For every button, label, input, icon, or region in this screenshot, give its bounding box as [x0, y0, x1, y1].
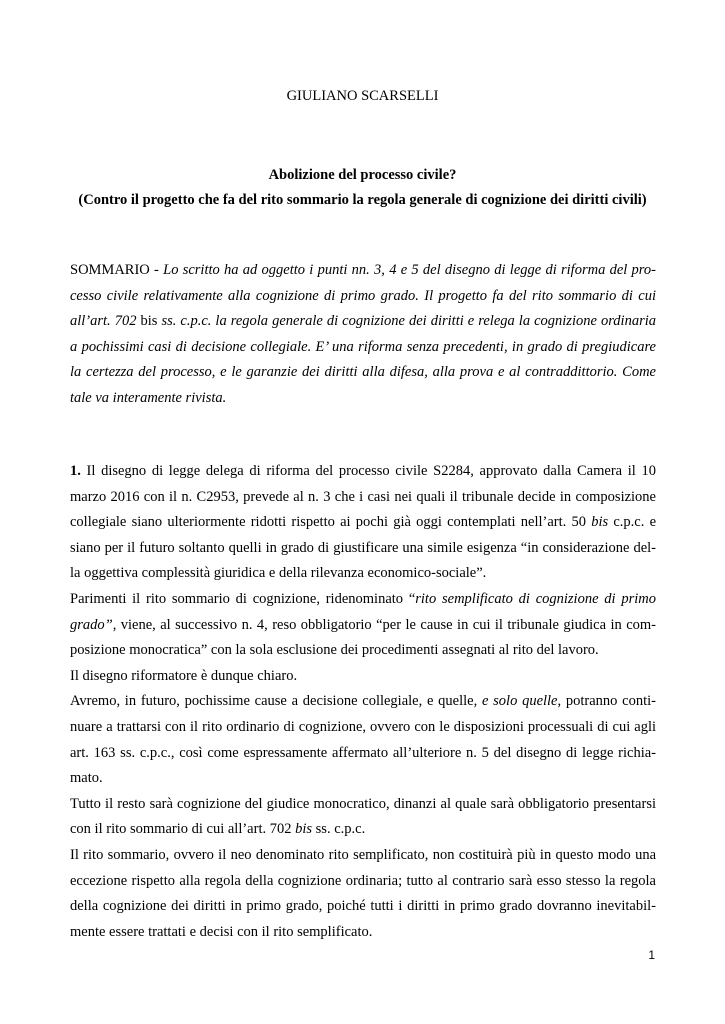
summary-line: SOMMARIO - Lo scritto ha ad oggetto i punti nn. 3, 4 e 5 del disegno di legge di riforma del pro- [70, 262, 656, 278]
paragraph-4-line: mato. [70, 770, 103, 787]
summary-abstract [70, 258, 656, 412]
paragraph-1-line: collegiale siano ulteriormente ridotti rispetto ai pochi già oggi contemplati nell’art. 50 bis c.p.c. e [70, 514, 657, 531]
body-text [70, 459, 656, 945]
summary-line: tale va interamente rivista. [70, 389, 227, 406]
paragraph-6-line: mente essere trattati e decisi con il rito semplificato. [70, 923, 373, 940]
summary-label: SOMMARIO - [70, 262, 164, 278]
author-name: GIULIANO SCARSELLI [286, 88, 439, 104]
paragraph-6-line: eccezione rispetto alla regola della cognizione ordinaria; tutto al contrario sarà esso stesso la regola [70, 872, 656, 889]
title-line-1: Abolizione del processo civile? [268, 167, 457, 183]
paragraph-2-line: grado”, viene, al successivo n. 4, reso obbligatorio “per le cause in cui il tribunale giudica in com- [70, 616, 656, 633]
paragraph-2-line: Parimenti il rito sommario di cognizione, ridenominato “rito semplificato di cognizione di primo [70, 590, 656, 607]
paragraph-4-line: art. 163 ss. c.p.c., così come espressamente affermato all’ulteriore n. 5 del disegno di legge richia- [70, 744, 656, 761]
paragraph-1-line: siano per il futuro soltanto quelli in grado di giustificare una simile esigenza “in considerazione del- [70, 539, 656, 556]
summary-line: all’art. 702 bis ss. c.p.c. la regola generale di cognizione dei diritti e relega la cognizione ordinaria [70, 313, 656, 330]
paragraph-1-line: marzo 2016 con il n. C2953, prevede al n. 3 che i casi nei quali il tribunale decide in composizione [70, 488, 656, 505]
paragraph-4-line: Avremo, in futuro, pochissime cause a decisione collegiale, e quelle, e solo quelle, potranno conti- [70, 693, 656, 710]
paragraph-1-line: 1. Il disegno di legge delega di riforma del processo civile S2284, approvato dalla Camera il 10 [70, 463, 656, 479]
paragraph-6-line: Il rito sommario, ovvero il neo denominato rito semplificato, non costituirà più in questo modo una [70, 846, 656, 863]
paragraph-2-line: posizione monocratica” con la sola esclusione dei procedimenti assegnati al rito del lavoro. [70, 642, 599, 659]
summary-line: cesso civile relativamente alla cognizione di primo grado. Il progetto fa del rito sommario di cui [70, 287, 656, 304]
page-number: 1 [648, 948, 655, 962]
paragraph-3-line: Il disegno riformatore è dunque chiaro. [70, 667, 298, 684]
summary-line: a pochissimi casi di decisione collegiale. E’ una riforma senza precedenti, in grado di pregiudicare [70, 338, 656, 355]
summary-line: la certezza del processo, e le garanzie dei diritti alla difesa, alla prova e al contraddittorio. Come [70, 364, 656, 381]
section-number: 1. [70, 463, 81, 479]
paragraph-4-line: nuare a trattarsi con il rito ordinario di cognizione, ovvero con le disposizioni processuali di cui agli [70, 718, 656, 735]
title-line-2: (Contro il progetto che fa del rito sommario la regola generale di cognizione dei diritti civili) [78, 192, 647, 208]
article-title [40, 163, 685, 213]
paragraph-6-line: della cognizione dei diritti in primo grado, poiché tutti i diritti in primo grado dovranno inevitabil- [70, 898, 656, 915]
paragraph-5-line: Tutto il resto sarà cognizione del giudice monocratico, dinanzi al quale sarà obbligatorio presentarsi [70, 795, 656, 812]
paragraph-5-line: con il rito sommario di cui all’art. 702 bis ss. c.p.c. [70, 821, 366, 838]
paragraph-1-line: la oggettiva complessità giuridica e della rilevanza economico-sociale”. [70, 565, 487, 582]
